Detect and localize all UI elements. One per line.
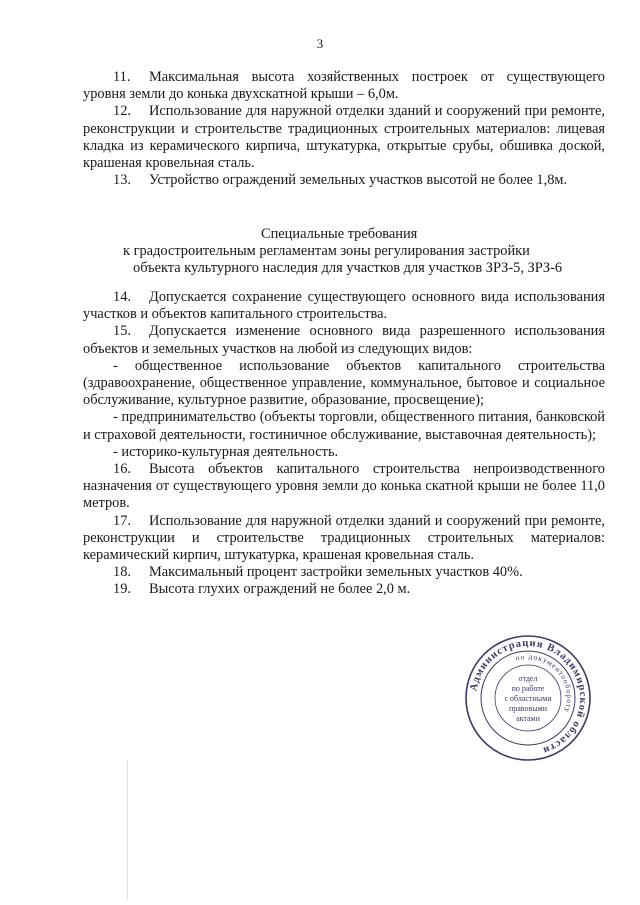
item-13 — [83, 172, 605, 189]
item-19 — [83, 581, 605, 598]
item-number: 17. — [113, 512, 131, 529]
item-text: Высота объектов капитального строительства непроизводственного назначения от существующего уровня земли до конька скатной крыши не более 11,0 метров. — [83, 461, 605, 512]
item-number: 18. — [113, 564, 131, 581]
bullet-cultural: - историко-культурная деятельность. — [113, 443, 339, 460]
heading-line-3: объекта культурного наследия для участков для участков ЗРЗ-5, ЗРЗ-6 — [133, 260, 563, 277]
item-text: Использование для наружной отделки зданий и сооружений при ремонте, реконструкции и строительстве традиционных строительных материалов: керамический кирпич, штукатурка, крашеная кровельная сталь. — [83, 512, 605, 564]
item-number: 19. — [113, 581, 131, 598]
item-number: 16. — [113, 461, 131, 478]
item-number: 13. — [113, 172, 131, 189]
stamp-center-text — [504, 674, 552, 723]
bullet-public-use: - общественное использование объектов капитального строительства (здравоохранение, общественное управление, коммунальное, бытовое и социальное обслуживание, культурное развитие, образование, просвещение); — [83, 357, 605, 409]
item-text: Высота глухих ограждений не более 2,0 м. — [149, 581, 411, 598]
page-number: 3 — [316, 36, 324, 51]
item-number: 12. — [113, 103, 131, 120]
item-text: Устройство ограждений земельных участков высотой не более 1,8м. — [149, 172, 568, 189]
item-text: Максимальная высота хозяйственных построек от существующего уровня земли до конька двухскатной крыши – 6,0м. — [83, 69, 605, 103]
stamp-line: отдел — [518, 674, 538, 683]
item-text: Допускается сохранение существующего основного вида использования участков и объектов капитального строительства. — [83, 289, 605, 323]
item-text: Допускается изменение основного вида разрешенного использования объектов и земельных участков на любой из следующих видов: — [83, 323, 605, 357]
item-14 — [83, 289, 605, 323]
stamp-line: с областными — [504, 694, 552, 703]
section-heading — [83, 226, 605, 278]
stamp-seal-icon — [462, 632, 594, 764]
item-16 — [83, 461, 605, 513]
item-18 — [83, 564, 605, 581]
stamp-line: актами — [516, 714, 540, 723]
stamp-line: правовыми — [508, 704, 548, 713]
stamp-line: по работе — [511, 684, 545, 693]
scan-artifact-line — [127, 760, 128, 900]
item-17 — [83, 513, 605, 565]
item-12 — [83, 103, 605, 172]
item-text: Максимальный процент застройки земельных участков 40%. — [149, 564, 523, 581]
item-15 — [83, 323, 605, 357]
official-stamp — [462, 632, 594, 764]
requirements-list-part2 — [83, 289, 605, 599]
item-number: 11. — [113, 69, 131, 85]
stamp-inner-ring-text: по документообороту — [514, 651, 575, 715]
bullet-business: - предпринимательство (объекты торговли, общественного питания, банковской и страховой деятельности, гостиничное обслуживание, выставочная деятельность); — [83, 409, 605, 443]
stamp-ring-text: Администрация Владимирской области — [468, 637, 589, 756]
heading-line-2: к градостроительным регламентам зоны регулирования застройки — [123, 243, 530, 260]
requirements-list-part1 — [83, 69, 605, 189]
item-number: 14. — [113, 289, 131, 305]
item-11 — [83, 69, 605, 103]
item-number: 15. — [113, 323, 131, 340]
item-text: Использование для наружной отделки зданий и сооружений при ремонте, реконструкции и строительстве традиционных строительных материалов: лицевая кладка из керамического кирпича, штукатурка, открытые срубы, обшивка доской, крашеная кровельная сталь. — [83, 103, 605, 172]
heading-line-1: Специальные требования — [261, 226, 418, 242]
